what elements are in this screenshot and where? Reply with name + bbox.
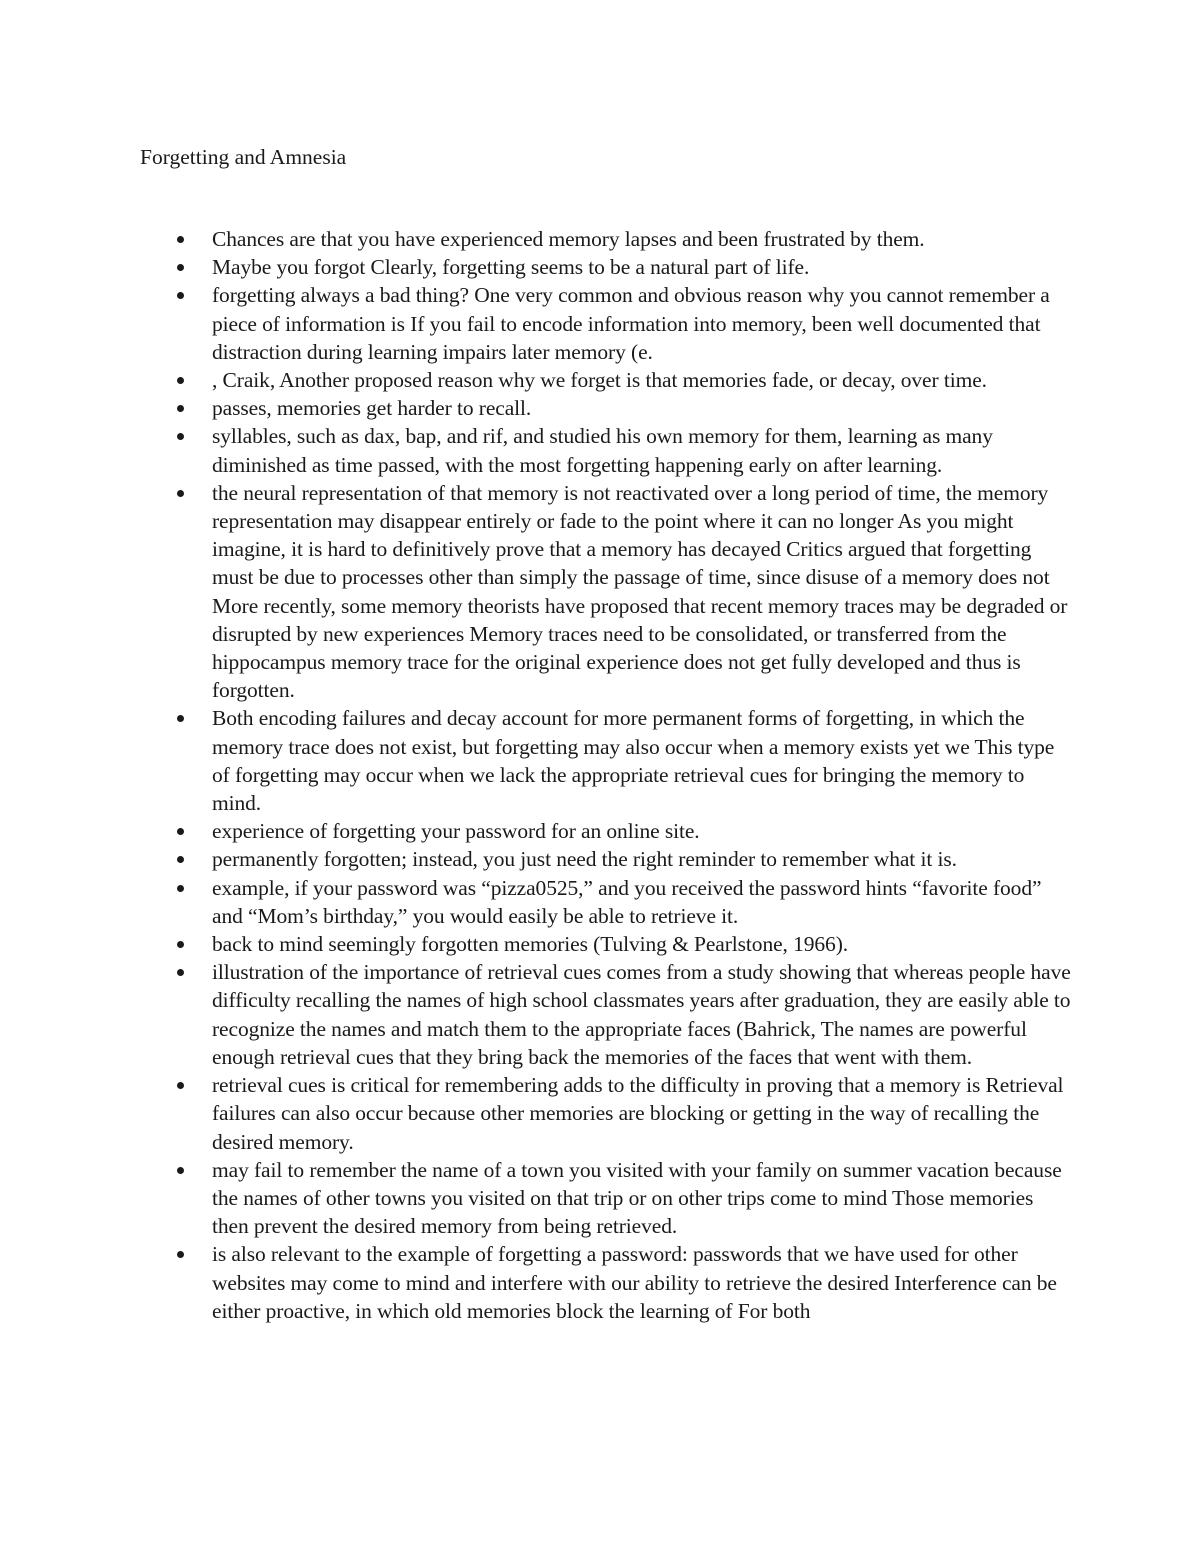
bullet-dot-icon <box>177 292 184 299</box>
bullet-text: Chances are that you have experienced memory lapses and been frustrated by them. <box>212 227 925 251</box>
bullet-dot-icon <box>177 236 184 243</box>
bullet-dot-icon <box>177 264 184 271</box>
bullet-item <box>0 281 1072 366</box>
bullet-text: permanently forgotten; instead, you just need the right reminder to remember what it is. <box>212 847 957 872</box>
bullet-item <box>0 845 1072 873</box>
bullet-dot-icon <box>177 941 184 948</box>
bullet-item <box>0 422 1072 478</box>
bullet-dot-icon <box>177 885 184 892</box>
bullet-text: may fail to remember the name of a town you visited with your family on summer vacation because the names of other towns you visited on that trip or on other trips come to mind Those memories then prevent the desired memory from being retrieved. <box>212 1157 1062 1239</box>
bullet-item <box>0 1156 1072 1241</box>
bullet-text: illustration of the importance of retrieval cues comes from a study showing that whereas people have difficulty recalling the names of high school classmates years after graduation, they are easily able to recognize the names and match them to the appropriate faces (Bahrick, The names are powerful enough retrieval cues that they bring back the memories of the faces that went with them. <box>212 960 1071 1069</box>
bullet-dot-icon <box>177 405 184 412</box>
bullet-text: Maybe you forgot Clearly, forgetting seems to be a natural part of life. <box>212 255 810 280</box>
bullet-item <box>0 366 1072 394</box>
bullet-item <box>0 1071 1072 1156</box>
bullet-text: the neural representation of that memory is not reactivated over a long period of time, the memory representation may disappear entirely or fade to the point where it can no longer As you might imagine, it is hard to definitively prove that a memory has decayed Critics argued that forgetting must be due to processes other than simply the passage of time, since disuse of a memory does not More recently, some memory theorists have proposed that recent memory traces may be degraded or disrupted by new experiences Memory traces need to be consolidated, or transferred from the hippocampus memory trace for the original experience does not get fully developed and thus is forgotten. <box>212 480 1068 703</box>
bullet-text: syllables, such as dax, bap, and rif, and studied his own memory for them, learning as many diminished as time passed, with the most forgetting happening early on after learning. <box>212 424 993 477</box>
bullet-item <box>0 817 1072 845</box>
bullet-dot-icon <box>177 433 184 440</box>
bullet-item <box>0 394 1072 422</box>
bullet-dot-icon <box>177 715 184 722</box>
bullet-dot-icon <box>177 377 184 384</box>
bullet-text: example, if your password was “pizza0525,” and you received the password hints “favorite food” and “Mom’s birthday,” you would easily be able to retrieve it. <box>212 875 1042 928</box>
bullet-dot-icon <box>177 828 184 835</box>
bullet-text: back to mind seemingly forgotten memories (Tulving & Pearlstone, 1966). <box>212 932 849 957</box>
document-title: Forgetting and Amnesia <box>140 145 347 169</box>
bullet-dot-icon <box>177 969 184 976</box>
bullet-text: forgetting always a bad thing? One very common and obvious reason why you cannot remember a piece of information is If you fail to encode information into memory, been well documented that distraction during learning impairs later memory (e. <box>212 283 1050 364</box>
bullet-dot-icon <box>177 1167 184 1174</box>
bullet-item <box>0 874 1072 930</box>
bullet-dot-icon <box>177 490 184 497</box>
bullet-item <box>0 930 1072 958</box>
bullet-item <box>0 1240 1072 1325</box>
bullet-text: experience of forgetting your password for an online site. <box>212 819 700 844</box>
bullet-text: is also relevant to the example of forgetting a password: passwords that we have used for other websites may come to mind and interfere with our ability to retrieve the desired Interference can be either proactive, in which old memories block the learning of For both <box>212 1242 1057 1323</box>
bullet-dot-icon <box>177 1082 184 1089</box>
bullet-item <box>0 225 1072 253</box>
bullet-item <box>0 479 1072 705</box>
bullet-item <box>0 958 1072 1071</box>
bullet-list <box>0 225 1200 1325</box>
bullet-item <box>0 253 1072 281</box>
bullet-text: passes, memories get harder to recall. <box>212 396 532 421</box>
bullet-dot-icon <box>177 1251 184 1258</box>
bullet-text: , Craik, Another proposed reason why we forget is that memories fade, or decay, over time. <box>212 368 987 393</box>
bullet-dot-icon <box>177 856 184 863</box>
bullet-text: retrieval cues is critical for remembering adds to the difficulty in proving that a memory is Retrieval failures can also occur because other memories are blocking or getting in the way of recalling the desired memory. <box>212 1073 1064 1154</box>
bullet-item <box>0 704 1072 817</box>
bullet-text: Both encoding failures and decay account for more permanent forms of forgetting, in which the memory trace does not exist, but forgetting may also occur when a memory exists yet we This type of forgetting may occur when we lack the appropriate retrieval cues for bringing the memory to mind. <box>212 706 1055 816</box>
